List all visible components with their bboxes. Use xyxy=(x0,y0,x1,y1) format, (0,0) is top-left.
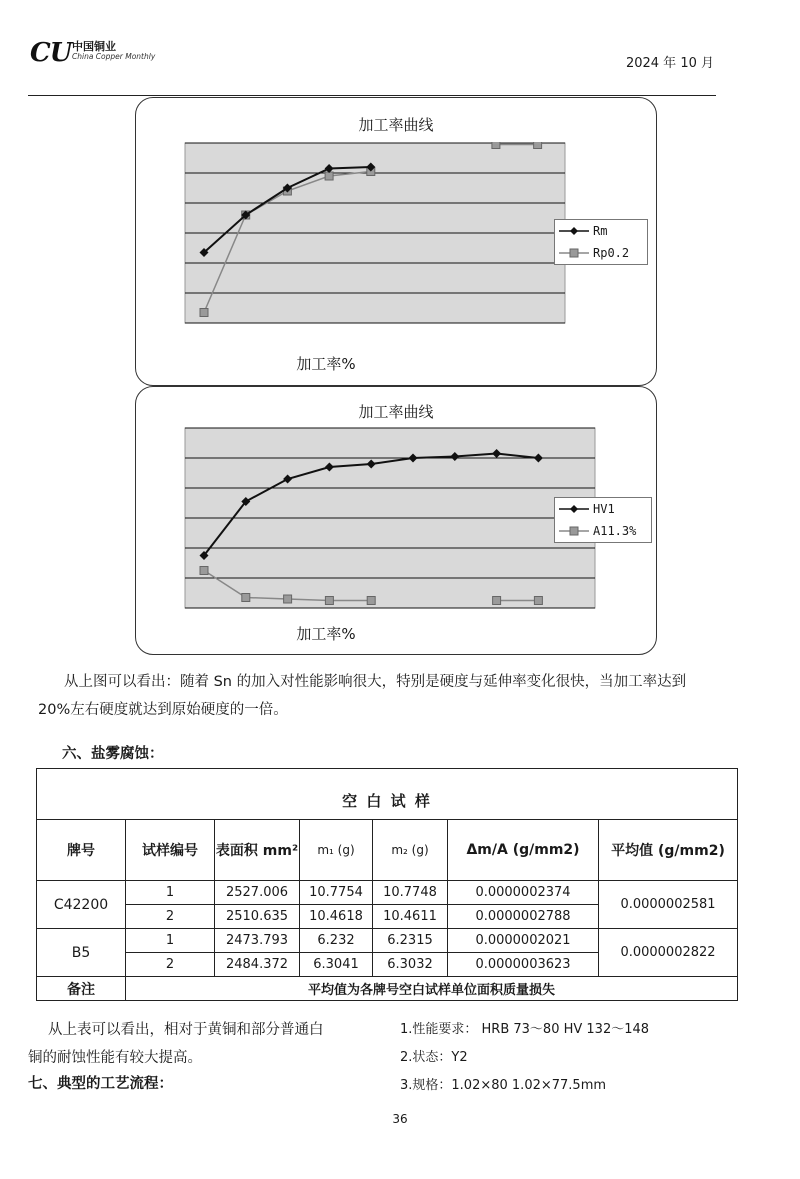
note-label: 备注 xyxy=(37,977,126,1001)
spec-item: 2.状态：Y2 xyxy=(400,1050,468,1065)
table-cell: 1 xyxy=(126,929,215,953)
chart-panel-hardness xyxy=(135,386,657,655)
table-cell: 0.0000002021 xyxy=(448,929,599,953)
data-point xyxy=(534,597,542,605)
data-point xyxy=(284,595,292,603)
header-rule xyxy=(28,95,716,96)
spec-list xyxy=(400,1016,649,1100)
chart-title: 加工率曲线 xyxy=(358,403,434,421)
column-header: 表面积 mm² xyxy=(215,820,300,881)
chart-plot-strength xyxy=(184,142,570,324)
table-row xyxy=(37,881,738,905)
data-point xyxy=(325,172,333,180)
spec-item: 1.性能要求： HRB 73～80 HV 132～148 xyxy=(400,1022,650,1037)
legend-label: A11.3% xyxy=(593,524,637,538)
table-cell: 6.2315 xyxy=(373,929,448,953)
table-cell: 2527.006 xyxy=(215,881,300,905)
column-header: m₁ (g) xyxy=(300,820,373,881)
table-cell: 0.0000003623 xyxy=(448,953,599,977)
table-cell: 0.0000002788 xyxy=(448,905,599,929)
column-header: 牌号 xyxy=(37,820,126,881)
page-number: 36 xyxy=(392,1112,408,1126)
data-point xyxy=(325,597,333,605)
data-point xyxy=(200,309,208,317)
legend-item-a113 xyxy=(555,520,651,542)
legend-item-rp02 xyxy=(555,242,647,264)
column-header: 平均值 (g/mm2) xyxy=(599,820,738,881)
section-heading: 七、典型的工艺流程： xyxy=(28,1076,173,1092)
diamond-marker-icon xyxy=(559,226,589,236)
x-axis-label: 加工率% xyxy=(296,355,356,373)
grade-cell: C42200 xyxy=(37,881,126,929)
table-cell: 2 xyxy=(126,953,215,977)
table-note-row xyxy=(37,977,738,1001)
spec-item: 3.规格：1.02×80 1.02×77.5mm xyxy=(400,1078,607,1093)
legend-label: Rp0.2 xyxy=(593,246,630,260)
chart-title: 加工率曲线 xyxy=(358,116,434,134)
column-header: Δm/A (g/mm2) xyxy=(448,820,599,881)
data-point xyxy=(367,597,375,605)
table-cell: 10.7748 xyxy=(373,881,448,905)
data-point xyxy=(242,594,250,602)
data-point xyxy=(493,597,501,605)
salt-spray-table xyxy=(36,768,738,1001)
logo-chinese-name: 中国铜业 xyxy=(72,40,116,53)
table-row xyxy=(37,929,738,953)
square-marker-icon xyxy=(559,526,589,536)
note-text: 平均值为各牌号空白试样单位面积质量损失 xyxy=(126,977,738,1001)
table-cell: 2484.372 xyxy=(215,953,300,977)
chart-panel-strength xyxy=(135,97,657,386)
table-cell: 10.4618 xyxy=(300,905,373,929)
data-point xyxy=(492,142,500,149)
table-cell: 0.0000002374 xyxy=(448,881,599,905)
conclusion-paragraph xyxy=(28,1016,388,1072)
grade-cell: B5 xyxy=(37,929,126,977)
chart-legend xyxy=(554,497,652,543)
chart-legend xyxy=(554,219,648,265)
body-paragraph xyxy=(38,668,738,724)
logo-english-name: China Copper Monthly xyxy=(72,52,156,61)
table-cell: 2473.793 xyxy=(215,929,300,953)
data-point xyxy=(200,567,208,575)
average-cell: 0.0000002822 xyxy=(599,929,738,977)
table-cell: 10.4611 xyxy=(373,905,448,929)
table-cell: 1 xyxy=(126,881,215,905)
issue-date: 2024 年 10 月 xyxy=(625,56,714,71)
paragraph-line: 从上表可以看出，相对于黄铜和部分普通白 xyxy=(48,1022,324,1038)
legend-label: Rm xyxy=(593,224,608,238)
average-cell: 0.0000002581 xyxy=(599,881,738,929)
legend-item-rm xyxy=(555,220,647,242)
section-heading: 六、盐雾腐蚀： xyxy=(62,746,164,762)
diamond-marker-icon xyxy=(559,504,589,514)
table-cell: 2 xyxy=(126,905,215,929)
logo-mark: CU xyxy=(30,38,72,68)
paragraph-line: 从上图可以看出：随着 Sn 的加入对性能影响很大，特别是硬度与延伸率变化很快，当加工率达到 xyxy=(64,674,687,690)
column-header: m₂ (g) xyxy=(373,820,448,881)
table-cell: 6.3041 xyxy=(300,953,373,977)
table-header-row xyxy=(37,820,738,881)
column-header: 试样编号 xyxy=(126,820,215,881)
x-axis-label: 加工率% xyxy=(296,625,356,643)
table-cell: 10.7754 xyxy=(300,881,373,905)
table-title: 空 白 试 样 xyxy=(37,769,738,820)
square-marker-icon xyxy=(559,248,589,258)
legend-item-hv1 xyxy=(555,498,651,520)
paragraph-line: 铜的耐蚀性能有较大提高。 xyxy=(28,1050,202,1066)
legend-label: HV1 xyxy=(593,502,615,516)
table-cell: 2510.635 xyxy=(215,905,300,929)
table-cell: 6.232 xyxy=(300,929,373,953)
paragraph-line: 20%左右硬度就达到原始硬度的一倍。 xyxy=(38,702,288,718)
table-cell: 6.3032 xyxy=(373,953,448,977)
chart-plot-hardness xyxy=(184,427,600,609)
data-point xyxy=(534,142,542,149)
